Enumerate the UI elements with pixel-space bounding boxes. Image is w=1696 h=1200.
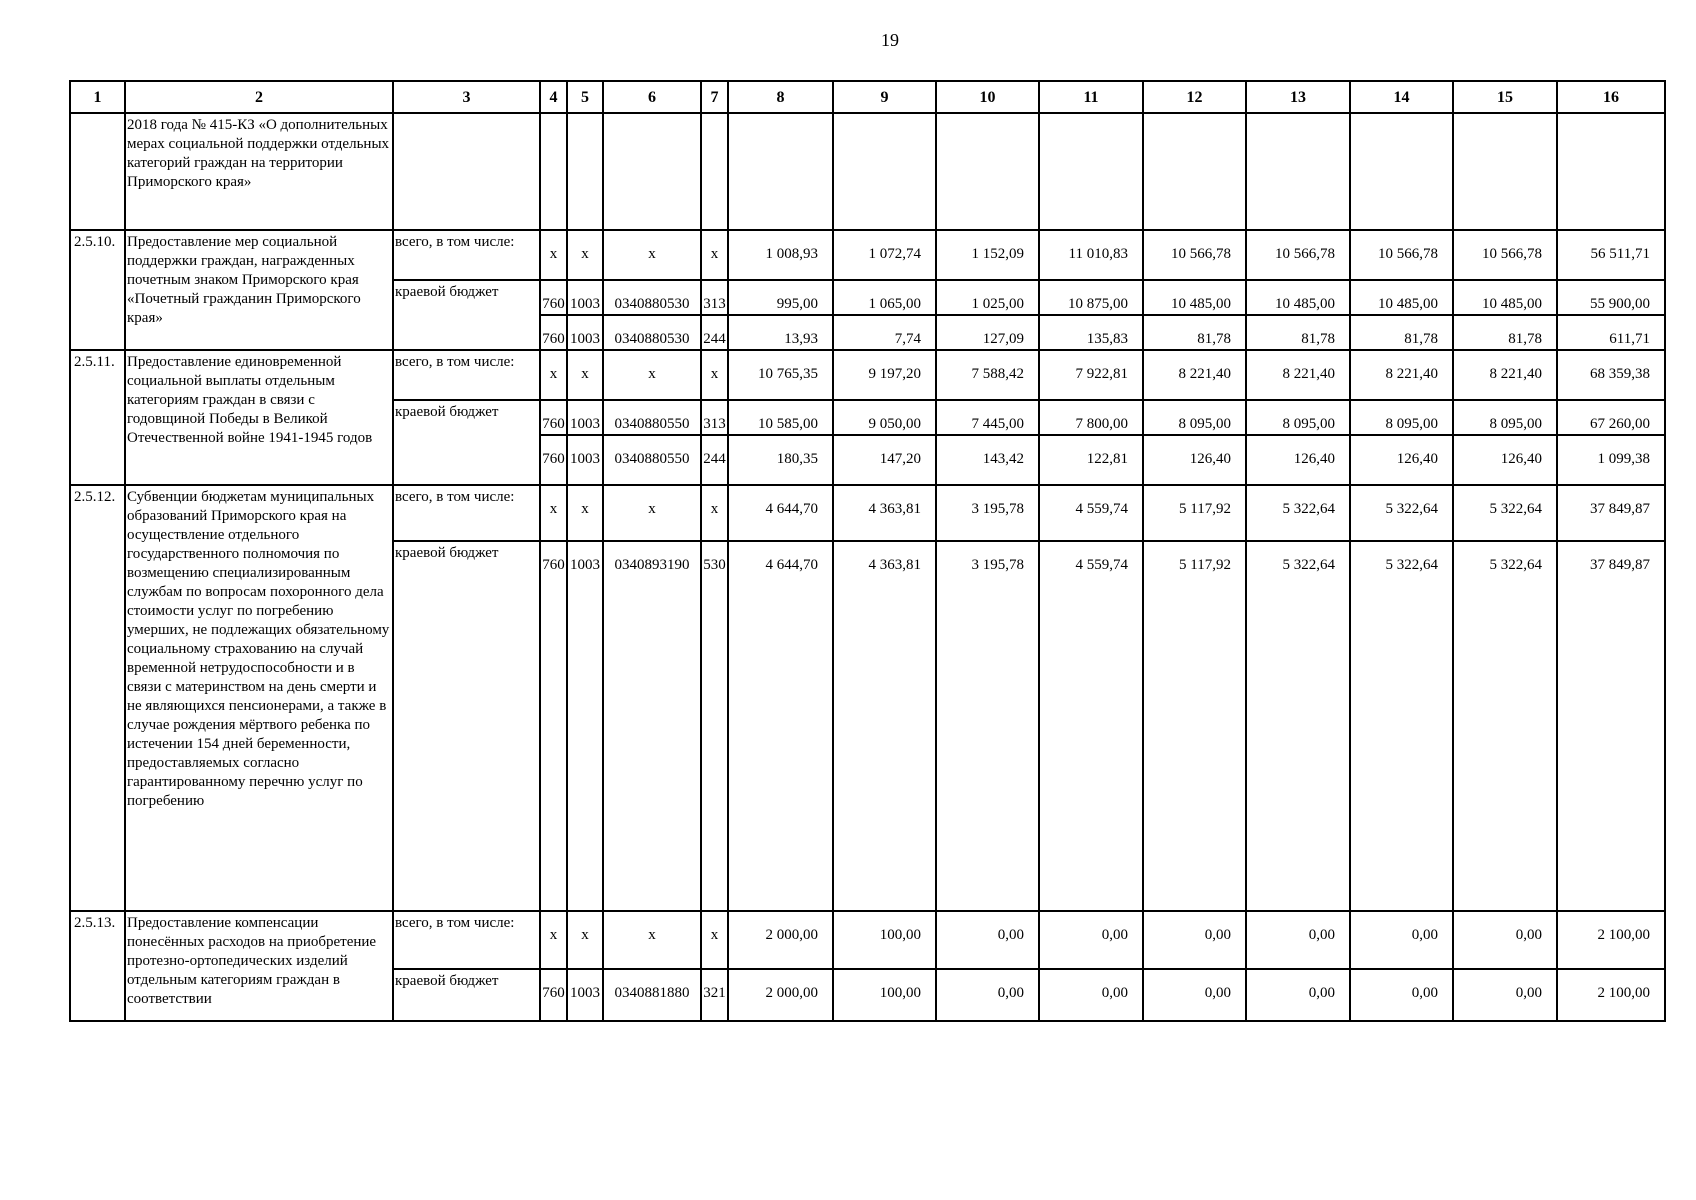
value-cell: 0,00 [1143,969,1246,1021]
empty-cell [1557,113,1665,230]
value-cell: 0,00 [936,911,1039,969]
code-expense: 244 [701,435,728,485]
code-expense: x [701,230,728,280]
value-cell: 995,00 [728,280,833,315]
value-cell: 147,20 [833,435,936,485]
table-body [70,81,1665,1021]
code-ministry: 760 [540,315,567,350]
value-cell: 1 099,38 [1557,435,1665,485]
code-section: 1003 [567,541,603,911]
code-target: 0340880530 [603,280,701,315]
item-name: Субвенции бюджетам муниципальных образований Приморского края на осуществление отдельного государственного полномочия по возмещению специализированным службам по вопросам похоронного дела стоимости услуг по погребению умерших, не подлежащих обязательному социальному страхованию на случай временной нетрудоспособности и в связи с материнством на день смерти и не являющихся пенсионерами, а также в случае рождения мёртвого ребенка по истечении 154 дней беременности, предоставляемых согласно гарантированному перечню услуг по погребению [125,485,393,911]
code-expense: 530 [701,541,728,911]
value-cell: 135,83 [1039,315,1143,350]
empty-cell [567,113,603,230]
code-expense: 244 [701,315,728,350]
value-cell: 10 566,78 [1246,230,1350,280]
value-cell: 10 566,78 [1453,230,1557,280]
table-row [70,485,1665,541]
value-cell: 81,78 [1143,315,1246,350]
value-cell: 68 359,38 [1557,350,1665,400]
value-cell: 9 050,00 [833,400,936,435]
value-cell: 4 559,74 [1039,541,1143,911]
value-cell: 0,00 [1350,911,1453,969]
empty-cell [393,113,540,230]
value-cell: 5 117,92 [1143,541,1246,911]
value-cell: 0,00 [1039,911,1143,969]
column-header: 16 [1557,81,1665,113]
empty-cell [70,113,125,230]
value-cell: 10 585,00 [728,400,833,435]
value-cell: 67 260,00 [1557,400,1665,435]
empty-cell [1039,113,1143,230]
value-cell: 3 195,78 [936,541,1039,911]
item-number: 2.5.10. [70,230,125,350]
value-cell: 11 010,83 [1039,230,1143,280]
value-cell: 8 095,00 [1246,400,1350,435]
value-cell: 2 100,00 [1557,911,1665,969]
value-cell: 5 322,64 [1350,541,1453,911]
value-cell: 0,00 [1246,911,1350,969]
table-row [70,911,1665,969]
value-cell: 5 322,64 [1246,485,1350,541]
empty-cell [833,113,936,230]
column-header: 10 [936,81,1039,113]
value-cell: 10 485,00 [1143,280,1246,315]
item-number: 2.5.11. [70,350,125,485]
funding-label: всего, в том числе: [393,350,540,400]
code-expense: 313 [701,400,728,435]
column-header: 5 [567,81,603,113]
value-cell: 8 095,00 [1350,400,1453,435]
item-number: 2.5.13. [70,911,125,1021]
code-ministry: x [540,911,567,969]
value-cell: 5 117,92 [1143,485,1246,541]
value-cell: 0,00 [1453,911,1557,969]
value-cell: 5 322,64 [1246,541,1350,911]
header-row [70,81,1665,113]
empty-cell [1350,113,1453,230]
column-header: 1 [70,81,125,113]
value-cell: 126,40 [1350,435,1453,485]
empty-cell [603,113,701,230]
code-ministry: 760 [540,541,567,911]
value-cell: 0,00 [1143,911,1246,969]
item-number: 2.5.12. [70,485,125,911]
funding-label: краевой бюджет [393,280,540,350]
value-cell: 2 000,00 [728,969,833,1021]
empty-cell [936,113,1039,230]
value-cell: 8 221,40 [1350,350,1453,400]
value-cell: 0,00 [936,969,1039,1021]
value-cell: 7 800,00 [1039,400,1143,435]
code-target: x [603,911,701,969]
value-cell: 56 511,71 [1557,230,1665,280]
code-expense: x [701,485,728,541]
empty-cell [1246,113,1350,230]
value-cell: 143,42 [936,435,1039,485]
column-header: 9 [833,81,936,113]
code-target: x [603,485,701,541]
value-cell: 122,81 [1039,435,1143,485]
code-expense: 321 [701,969,728,1021]
empty-cell [701,113,728,230]
column-header: 7 [701,81,728,113]
value-cell: 180,35 [728,435,833,485]
value-cell: 126,40 [1246,435,1350,485]
column-header: 15 [1453,81,1557,113]
value-cell: 1 008,93 [728,230,833,280]
value-cell: 0,00 [1350,969,1453,1021]
value-cell: 0,00 [1453,969,1557,1021]
value-cell: 100,00 [833,911,936,969]
table-row [70,350,1665,400]
empty-cell [1453,113,1557,230]
value-cell: 10 875,00 [1039,280,1143,315]
value-cell: 126,40 [1453,435,1557,485]
code-target: x [603,230,701,280]
code-target: 0340881880 [603,969,701,1021]
code-ministry: x [540,230,567,280]
value-cell: 9 197,20 [833,350,936,400]
value-cell: 4 363,81 [833,485,936,541]
code-section: 1003 [567,435,603,485]
value-cell: 1 065,00 [833,280,936,315]
code-target: 0340880550 [603,435,701,485]
value-cell: 10 765,35 [728,350,833,400]
value-cell: 8 095,00 [1453,400,1557,435]
empty-cell [728,113,833,230]
funding-label: всего, в том числе: [393,911,540,969]
value-cell: 10 485,00 [1350,280,1453,315]
table-row [70,230,1665,280]
code-ministry: x [540,485,567,541]
value-cell: 7 922,81 [1039,350,1143,400]
value-cell: 4 644,70 [728,541,833,911]
code-expense: x [701,350,728,400]
code-section: x [567,230,603,280]
funding-label: всего, в том числе: [393,230,540,280]
column-header: 3 [393,81,540,113]
funding-label: краевой бюджет [393,541,540,911]
value-cell: 4 363,81 [833,541,936,911]
value-cell: 0,00 [1246,969,1350,1021]
code-expense: x [701,911,728,969]
value-cell: 81,78 [1246,315,1350,350]
column-header: 13 [1246,81,1350,113]
column-header: 14 [1350,81,1453,113]
code-section: 1003 [567,400,603,435]
item-name: Предоставление компенсации понесённых расходов на приобретение протезно-ортопедических изделий отдельным категориям граждан в соответствии [125,911,393,1021]
value-cell: 1 072,74 [833,230,936,280]
code-target: 0340893190 [603,541,701,911]
value-cell: 127,09 [936,315,1039,350]
code-target: 0340880550 [603,400,701,435]
value-cell: 1 025,00 [936,280,1039,315]
value-cell: 0,00 [1039,969,1143,1021]
column-header: 4 [540,81,567,113]
empty-cell [540,113,567,230]
value-cell: 55 900,00 [1557,280,1665,315]
column-header: 6 [603,81,701,113]
code-section: 1003 [567,315,603,350]
value-cell: 5 322,64 [1350,485,1453,541]
code-expense: 313 [701,280,728,315]
value-cell: 10 485,00 [1246,280,1350,315]
value-cell: 7 445,00 [936,400,1039,435]
value-cell: 2 000,00 [728,911,833,969]
item-name: Предоставление единовременной социальной выплаты отдельным категориям граждан в связи с годовщиной Победы в Великой Отечественной войне 1941-1945 годов [125,350,393,485]
value-cell: 8 221,40 [1143,350,1246,400]
funding-label: всего, в том числе: [393,485,540,541]
item-name: Предоставление мер социальной поддержки граждан, награжденных почетным знаком Приморского края «Почетный гражданин Приморского края» [125,230,393,350]
column-header: 11 [1039,81,1143,113]
value-cell: 10 485,00 [1453,280,1557,315]
value-cell: 5 322,64 [1453,485,1557,541]
code-ministry: 760 [540,435,567,485]
code-section: 1003 [567,969,603,1021]
value-cell: 81,78 [1350,315,1453,350]
value-cell: 13,93 [728,315,833,350]
value-cell: 8 095,00 [1143,400,1246,435]
value-cell: 10 566,78 [1350,230,1453,280]
value-cell: 7,74 [833,315,936,350]
value-cell: 4 559,74 [1039,485,1143,541]
page-number: 19 [881,30,899,50]
value-cell: 611,71 [1557,315,1665,350]
value-cell: 2 100,00 [1557,969,1665,1021]
code-section: 1003 [567,280,603,315]
column-header: 8 [728,81,833,113]
code-target: 0340880530 [603,315,701,350]
code-ministry: 760 [540,280,567,315]
value-cell: 7 588,42 [936,350,1039,400]
code-ministry: 760 [540,400,567,435]
code-section: x [567,350,603,400]
column-header: 12 [1143,81,1246,113]
value-cell: 1 152,09 [936,230,1039,280]
budget-table [69,80,1666,1022]
value-cell: 126,40 [1143,435,1246,485]
continuation-row [70,113,1665,230]
empty-cell [1143,113,1246,230]
code-ministry: x [540,350,567,400]
funding-label: краевой бюджет [393,400,540,485]
code-section: x [567,911,603,969]
value-cell: 10 566,78 [1143,230,1246,280]
value-cell: 100,00 [833,969,936,1021]
code-section: x [567,485,603,541]
column-header: 2 [125,81,393,113]
continuation-text: 2018 года № 415-КЗ «О дополнительных мерах социальной поддержки отдельных категорий граждан на территории Приморского края» [125,113,393,230]
value-cell: 4 644,70 [728,485,833,541]
funding-label: краевой бюджет [393,969,540,1021]
value-cell: 37 849,87 [1557,485,1665,541]
code-ministry: 760 [540,969,567,1021]
value-cell: 3 195,78 [936,485,1039,541]
code-target: x [603,350,701,400]
value-cell: 8 221,40 [1246,350,1350,400]
value-cell: 8 221,40 [1453,350,1557,400]
value-cell: 81,78 [1453,315,1557,350]
value-cell: 5 322,64 [1453,541,1557,911]
value-cell: 37 849,87 [1557,541,1665,911]
